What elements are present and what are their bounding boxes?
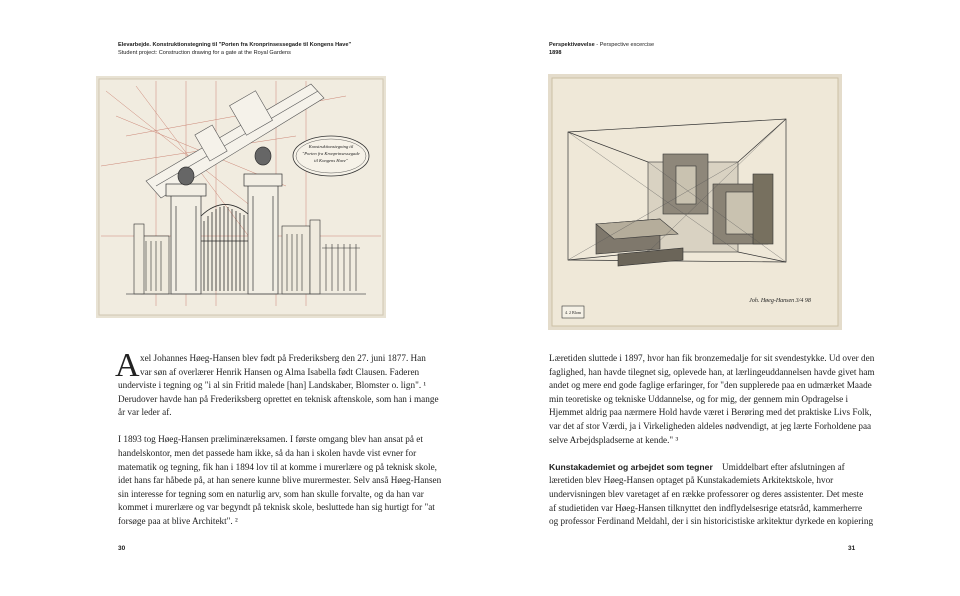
left-caption-title: Elevarbejde. Konstruktionstegning til "Porten fra Kronprinsessegade til Kongens Have" <box>118 42 352 48</box>
right-caption-subtitle: Perspective excercise <box>599 42 655 48</box>
plate-label-box: 4. 2 Blom <box>565 310 581 315</box>
plate-label-line-2: "Porten fra Kronprinsessegade <box>302 151 360 156</box>
right-para-2-line: og professor Ferdinand Meldahl, der i sin historicistiske arkitektur dyrkede en kopiering <box>549 516 874 527</box>
perspective-drawing-plate <box>548 74 842 330</box>
right-para-2-line: undervisningen blev varetaget af en række professorer og deres assistenter. Det meste <box>549 488 864 499</box>
left-caption-subtitle: Student project: Construction drawing for a gate at the Royal Gardens <box>118 50 291 56</box>
right-page <box>480 0 960 596</box>
right-body-text <box>549 352 875 529</box>
drop-cap: A <box>115 347 140 384</box>
left-caption <box>118 41 351 57</box>
right-para-2-lead: Umiddelbart efter afslutningen af <box>722 461 845 472</box>
right-caption-year: 1898 <box>549 50 562 56</box>
right-para-1-line: faglighed, han havde tilegnet sig, oplevede han, at lærlingeuddannelsen havde givet ham <box>549 366 875 377</box>
left-para-2-line: forsøge paa at blive Architekt". ² <box>118 515 238 526</box>
plate-signature: Joh. Høeg-Hansen 3/4 98 <box>749 298 811 304</box>
right-para-1-line: Læretiden sluttede i 1897, hvor han fik bronzemedalje for sit svendestykke. Ud over den <box>549 353 875 363</box>
left-para-1-line: xel Johannes Høeg-Hansen blev født på Frederiksberg den 27. juni 1877. Han <box>140 353 426 363</box>
plate-label-line-1: Konstruktionstegning til <box>308 144 354 149</box>
left-para-2-line: idet hans far håbede på, at han senere kunne blive murermester. Selv anså Høeg-Hansen <box>118 475 442 486</box>
left-para-1-line: underviste i tegning og "i al sin Fritid malede [han] Landskaber, Blomster o. lign". ¹ <box>118 380 427 390</box>
left-para-2-line: matematik og tegning, fik han i 1894 lov til at komme i murerlære og på teknisk skole, <box>118 461 437 472</box>
section-heading: Kunstakademiet og arbejdet som tegner <box>549 461 713 472</box>
perspective-drawing-illustration <box>548 74 842 330</box>
right-para-1-line: andet og mere end gode faglige erfaringer, for "den supplerede paa en udmærket Maade <box>549 380 872 391</box>
right-para-1-line: selve Arbejdspladserne at kende." ³ <box>549 434 679 445</box>
right-caption-separator: - <box>594 42 600 48</box>
left-body-text <box>118 379 441 529</box>
left-para-1-line: var søn af overlærer Henrik Hansen og Alma Isabella født Clausen. Faderen <box>140 366 420 377</box>
left-para-2-line: sin interesse for tegning som en naturlig arv, som han skulle forvalte, og da han var <box>118 488 424 499</box>
left-para-1-line: år var leder af. <box>118 407 172 418</box>
left-para-2-line: I 1893 tog Høeg-Hansen præliminæreksamen. I første omgang blev han ansat på et <box>118 434 423 445</box>
right-para-1-line: Hjemmet aldrig paa nærmere Hold havde været i Berøring med det praktiske Livs Folk, <box>549 407 872 418</box>
right-caption <box>549 41 654 57</box>
left-para-2-line: kommet i murerlære og var begyndt på teknisk skole, besluttede han sig hurtigt for "at <box>118 502 435 513</box>
left-para-2-line: handelskontor, men det passede ham ikke, så da han i skolen havde vist evner for <box>118 447 417 458</box>
page-number-right: 31 <box>848 545 856 552</box>
right-para-2-line: læretiden blev Høeg-Hansen optaget på Kunstakademiets Arkitektskole, hvor <box>549 475 834 486</box>
page-number-left: 30 <box>118 545 126 552</box>
left-para-1-indented <box>140 352 426 379</box>
plate-label-line-3: til Kongens Have" <box>314 158 348 163</box>
right-caption-title: Perspektivøvelse <box>549 42 595 48</box>
right-para-2-line: af studietiden var Høeg-Hansen tilknyttet den indflydelsesrige etatsråd, kammerherre <box>549 502 863 513</box>
right-para-1-line: var det af stor Værdi, ja i Virkeligheden aldeles nødvendigt, at jeg lærte Forholdene paa <box>549 420 872 431</box>
right-para-2-first-line <box>549 461 875 475</box>
right-para-1-line: min teoretiske og tekniske Uddannelse, og for mig, der gennem min Opdragelse i <box>549 393 849 404</box>
left-para-1-line: Derudover havde han på Frederiksberg oprettet en teknisk aftenskole, som han i mange <box>118 393 439 404</box>
gate-drawing-illustration <box>96 76 386 318</box>
gate-drawing-plate <box>96 76 386 318</box>
